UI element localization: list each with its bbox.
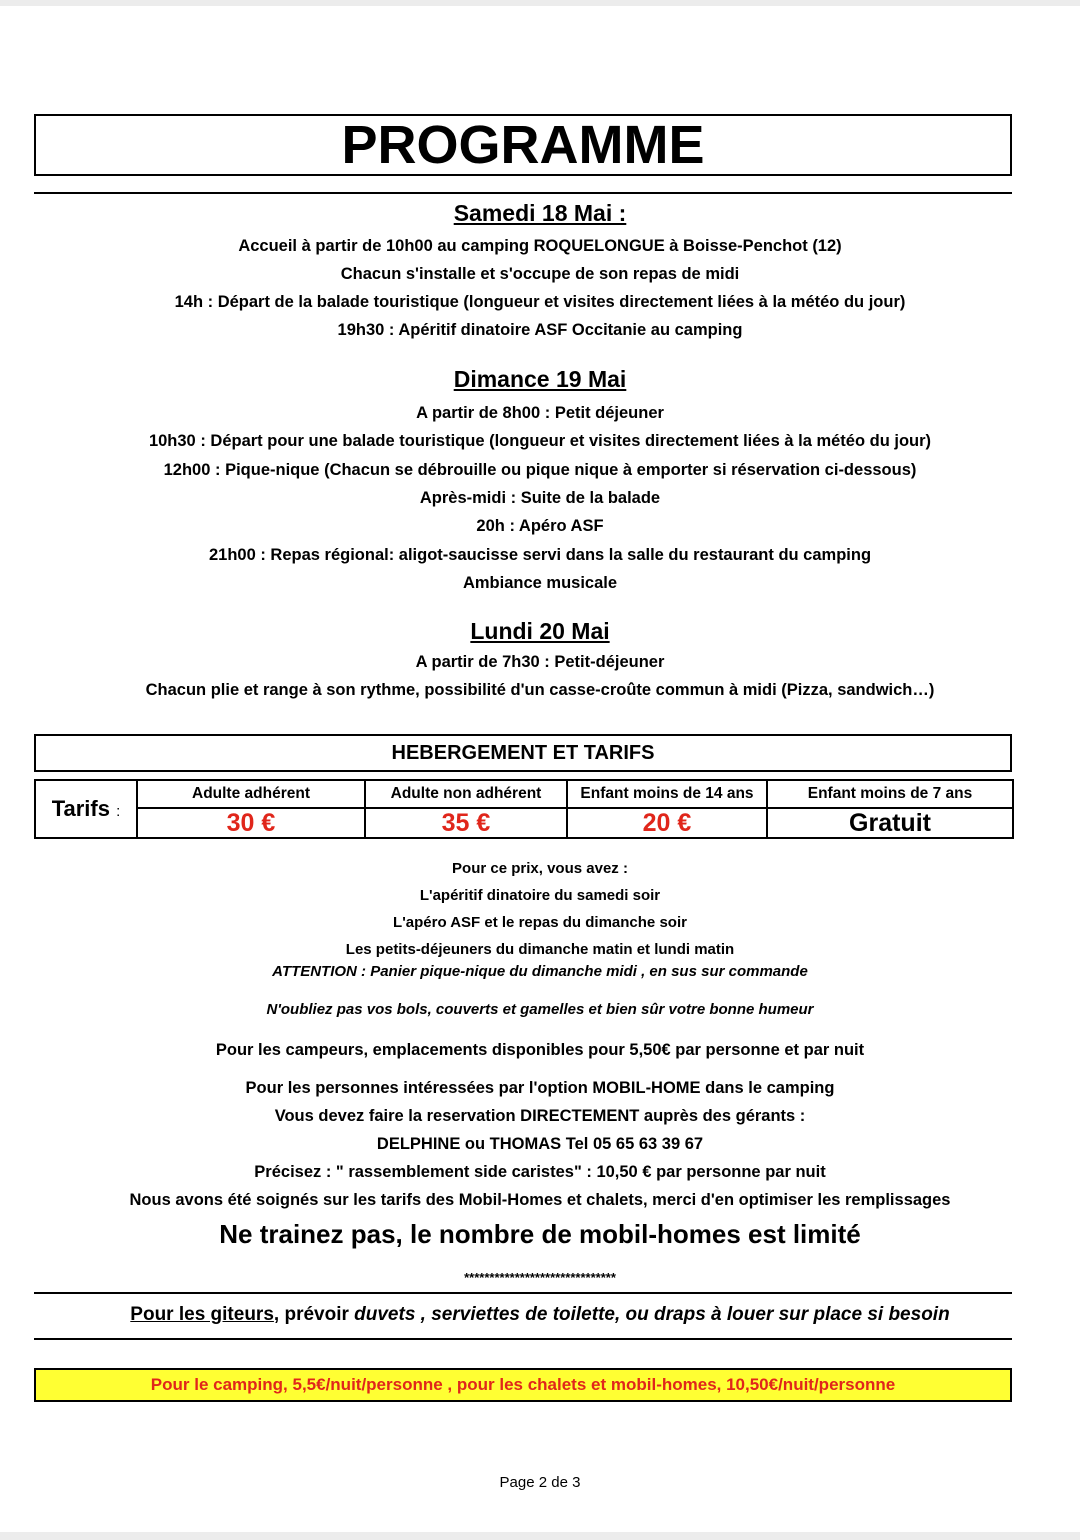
tarif-price-adulte-non-adherent: 35 € — [365, 808, 567, 838]
day-heading-sunday: Dimance 19 Mai — [453, 366, 627, 392]
schedule-line: 21h00 : Repas régional: aligot-saucisse servi dans la salle du restaurant du camping — [208, 546, 872, 564]
page-title: PROGRAMME — [34, 114, 1012, 176]
divider — [34, 192, 1012, 194]
schedule-line: 19h30 : Apéritif dinatoire ASF Occitanie au camping — [337, 321, 743, 339]
day-heading-saturday: Samedi 18 Mai : — [453, 200, 627, 226]
schedule-line: 20h : Apéro ASF — [476, 517, 604, 535]
tarif-price-adulte-adherent: 30 € — [137, 808, 365, 838]
page-number: Page 2 de 3 — [499, 1474, 581, 1491]
stars-separator: ****************************** — [464, 1270, 616, 1285]
mobilhome-line: Vous devez faire la reservation DIRECTEMENT auprès des gérants : — [274, 1107, 806, 1125]
tarifs-label — [35, 780, 137, 838]
tarif-header-enfant-14: Enfant moins de 14 ans — [567, 780, 767, 808]
schedule-line: 10h30 : Départ pour une balade touristique (longueur et visites directement liées à la météo du jour) — [148, 432, 932, 450]
schedule-line: 14h : Départ de la balade touristique (longueur et visites directement liées à la météo du jour) — [174, 293, 906, 311]
tarif-header-adulte-non-adherent: Adulte non adhérent — [365, 780, 567, 808]
giteurs-items: duvets , serviettes de toilette, ou draps à louer sur place si besoin — [354, 1304, 950, 1325]
price-highlight: Pour le camping, 5,5€/nuit/personne , pour les chalets et mobil-homes, 10,50€/nuit/personne — [34, 1368, 1012, 1402]
tarifs-label-text: Tarifs — [51, 796, 110, 821]
includes-intro: Pour ce prix, vous avez : — [452, 860, 628, 877]
schedule-line: Chacun s'installe et s'occupe de son repas de midi — [340, 265, 740, 283]
divider — [34, 1292, 1012, 1294]
mobilhome-line: Précisez : " rassemblement side caristes" : 10,50 € par personne par nuit — [254, 1163, 826, 1181]
mobilhome-line: Pour les personnes intéressées par l'option MOBIL-HOME dans le camping — [245, 1079, 835, 1097]
tarif-price-enfant-7: Gratuit — [767, 808, 1013, 838]
tarif-header-adulte-adherent: Adulte adhérent — [137, 780, 365, 808]
giteurs-mid: , prévoir — [273, 1304, 355, 1325]
includes-item: Les petits-déjeuners du dimanche matin et lundi matin — [345, 941, 735, 958]
tarifs-colon: : — [116, 803, 121, 820]
schedule-line: A partir de 8h00 : Petit déjeuner — [416, 404, 664, 422]
mobilhome-line: Nous avons été soignés sur les tarifs des Mobil-Homes et chalets, merci d'en optimiser les remplissages — [129, 1191, 951, 1209]
schedule-line: 12h00 : Pique-nique (Chacun se débrouille ou pique nique à emporter si réservation ci-dessous) — [163, 461, 917, 479]
day-heading-monday: Lundi 20 Mai — [470, 618, 610, 644]
hebergement-title: HEBERGEMENT ET TARIFS — [34, 734, 1012, 772]
giteurs-label: Pour les giteurs — [130, 1304, 274, 1325]
tarif-price-enfant-14: 20 € — [567, 808, 767, 838]
document-page — [0, 6, 1080, 1532]
reminder-note: N'oubliez pas vos bols, couverts et gamelles et bien sûr votre bonne humeur — [266, 1001, 814, 1018]
schedule-line: A partir de 7h30 : Petit-déjeuner — [415, 653, 665, 671]
schedule-line: Accueil à partir de 10h00 au camping ROQUELONGUE à Boisse-Penchot (12) — [238, 237, 842, 255]
mobilhome-contact: DELPHINE ou THOMAS Tel 05 65 63 39 67 — [376, 1135, 704, 1153]
divider — [34, 1338, 1012, 1340]
limited-warning: Ne trainez pas, le nombre de mobil-homes est limité — [219, 1219, 861, 1249]
schedule-line: Ambiance musicale — [462, 574, 618, 592]
includes-item: L'apéritif dinatoire du samedi soir — [419, 887, 661, 904]
tarif-header-enfant-7: Enfant moins de 7 ans — [767, 780, 1013, 808]
schedule-line: Après-midi : Suite de la balade — [419, 489, 661, 507]
includes-item: L'apéro ASF et le repas du dimanche soir — [393, 914, 687, 931]
campeurs-info: Pour les campeurs, emplacements disponibles pour 5,50€ par personne et par nuit — [215, 1041, 865, 1059]
schedule-line: Chacun plie et range à son rythme, possibilité d'un casse-croûte commun à midi (Pizza, sandwich…) — [145, 681, 935, 699]
giteurs-note — [0, 1304, 1080, 1326]
attention-note: ATTENTION : Panier pique-nique du dimanche midi , en sus sur commande — [272, 963, 808, 980]
tarifs-table — [34, 779, 1014, 839]
